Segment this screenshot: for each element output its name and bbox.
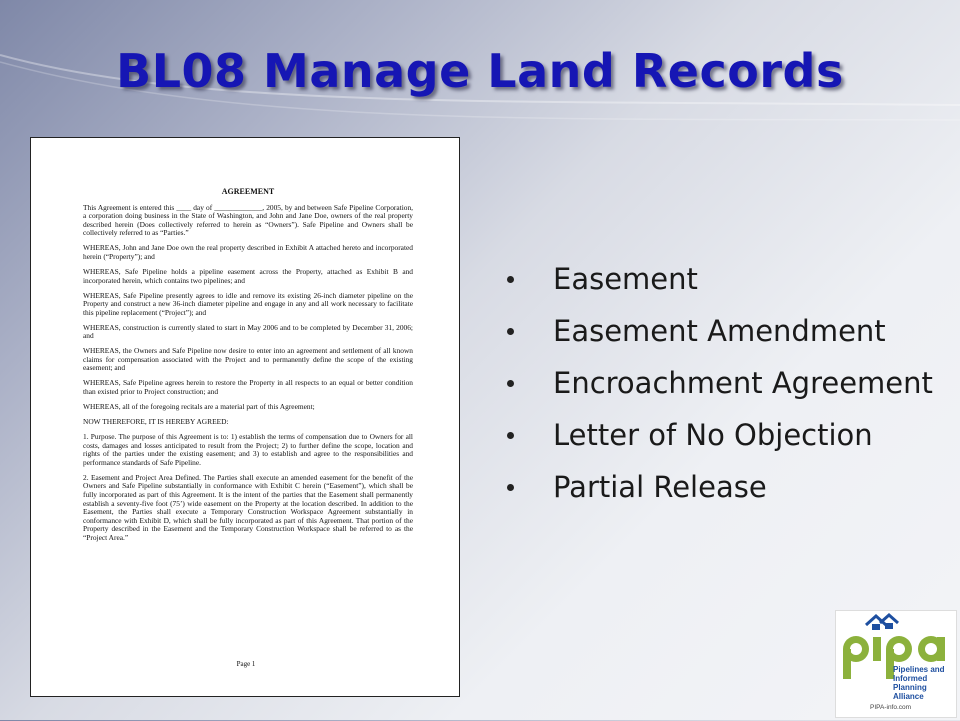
bullet-item bbox=[503, 260, 943, 299]
document-paragraph: 2. Easement and Project Area Defined. The Parties shall execute an amended easement for the benefit of the Owners and Safe Pipeline substantially in conformance with Exhibit C herein (“Easement”), which shall be fully incorporated as part of this Agreement. It is the intent of the parties that the Easement shall permanently establish a seventy-five foot (75’) wide easement on the Property at the location described. In addition to the Easement, the Parties shall execute a Temporary Construction Workspace Agreement substantially in conformance with Exhibit D, which shall be fully incorporated as part of this Agreement. That portion of the Property described in the Easement and the Temporary Construction Workspace shall be referred to as the “Project Area.” bbox=[83, 472, 413, 542]
logo-tagline-line: Informed bbox=[893, 674, 928, 683]
bullet-label: Easement Amendment bbox=[553, 314, 886, 348]
bullet-item bbox=[503, 364, 943, 403]
pipa-logo-url: PIPA-info.com bbox=[870, 704, 912, 711]
document-paragraph: WHEREAS, all of the foregoing recitals are a material part of this Agreement; bbox=[83, 402, 315, 412]
document-heading: AGREEMENT bbox=[221, 187, 275, 196]
bullet-dot bbox=[507, 484, 514, 491]
document-paragraph: WHEREAS, John and Jane Doe own the real property described in Exhibit A attached hereto and incorporated herein (“Property”); and bbox=[83, 243, 413, 261]
bullet-dot bbox=[507, 432, 514, 439]
bullet-dot bbox=[507, 380, 514, 387]
bullet-label: Encroachment Agreement bbox=[553, 366, 933, 400]
bullet-item bbox=[503, 468, 943, 507]
slide-title: BL08 Manage Land Records bbox=[116, 44, 844, 98]
bullet-list bbox=[503, 260, 943, 520]
bullet-label: Letter of No Objection bbox=[553, 418, 873, 452]
pipa-logo-tagline bbox=[893, 665, 945, 701]
document-paragraph: WHEREAS, the Owners and Safe Pipeline now desire to enter into an agreement and settlement of all known claims for compensation associated with the Project and to permanently define the scope of the existing easement; and bbox=[83, 346, 413, 373]
document-paragraph: WHEREAS, Safe Pipeline presently agrees to idle and remove its existing 26-inch diameter pipeline on the Property and construct a new 36-inch diameter pipeline and engage in any and all work necessary to facilitate this pipeline replacement (“Project”); and bbox=[83, 290, 413, 317]
pipa-logo-mark bbox=[836, 611, 956, 717]
document-paragraph: WHEREAS, construction is currently slated to start in May 2006 and to be completed by December 31, 2006; and bbox=[83, 322, 413, 341]
bullet-dot bbox=[507, 328, 514, 335]
document-paragraph: WHEREAS, Safe Pipeline holds a pipeline easement across the Property, attached as Exhibit B and incorporated herein, which contains two pipelines; and bbox=[83, 266, 413, 285]
bullet-item bbox=[503, 416, 943, 455]
document-paragraph: NOW THEREFORE, IT IS HEREBY AGREED: bbox=[83, 417, 229, 426]
document-paragraph: This Agreement is entered this ____ day of _____________, 2005, by and between Safe Pipeline Corporation, a corporation doing business in the State of Washington, and John and Jane Doe, owners of the real property described herein (Does collectively referred to herein as “Owners”). Safe Pipeline and Owners shall be collectively referred to as “Parties.” bbox=[83, 202, 413, 238]
logo-tagline-line: Planning bbox=[893, 683, 927, 692]
bullet-dot bbox=[507, 276, 514, 283]
document-page-number: Page 1 bbox=[236, 660, 256, 668]
document-paragraph: 1. Purpose. The purpose of this Agreement is to: 1) establish the terms of compensation due to Owners for all costs, damages and losses anticipated to result from the Project; 2) to further define the scope, location and rights of the parties under the existing easement; and 3) to establish and agree to the responsibilities and performance standards of Safe Pipeline. bbox=[83, 431, 413, 467]
bullet-label: Partial Release bbox=[553, 470, 767, 504]
logo-tagline-line: Pipelines and bbox=[893, 665, 945, 674]
pipa-logo bbox=[835, 610, 957, 718]
logo-tagline-line: Alliance bbox=[893, 692, 924, 701]
bullet-item bbox=[503, 312, 943, 351]
document-body bbox=[83, 188, 413, 549]
bullet-label: Easement bbox=[553, 262, 698, 296]
agreement-document-image bbox=[30, 137, 460, 697]
document-paragraph: WHEREAS, Safe Pipeline agrees herein to restore the Property in all respects to an equal or better condition than existed prior to Project construction; and bbox=[83, 378, 413, 397]
